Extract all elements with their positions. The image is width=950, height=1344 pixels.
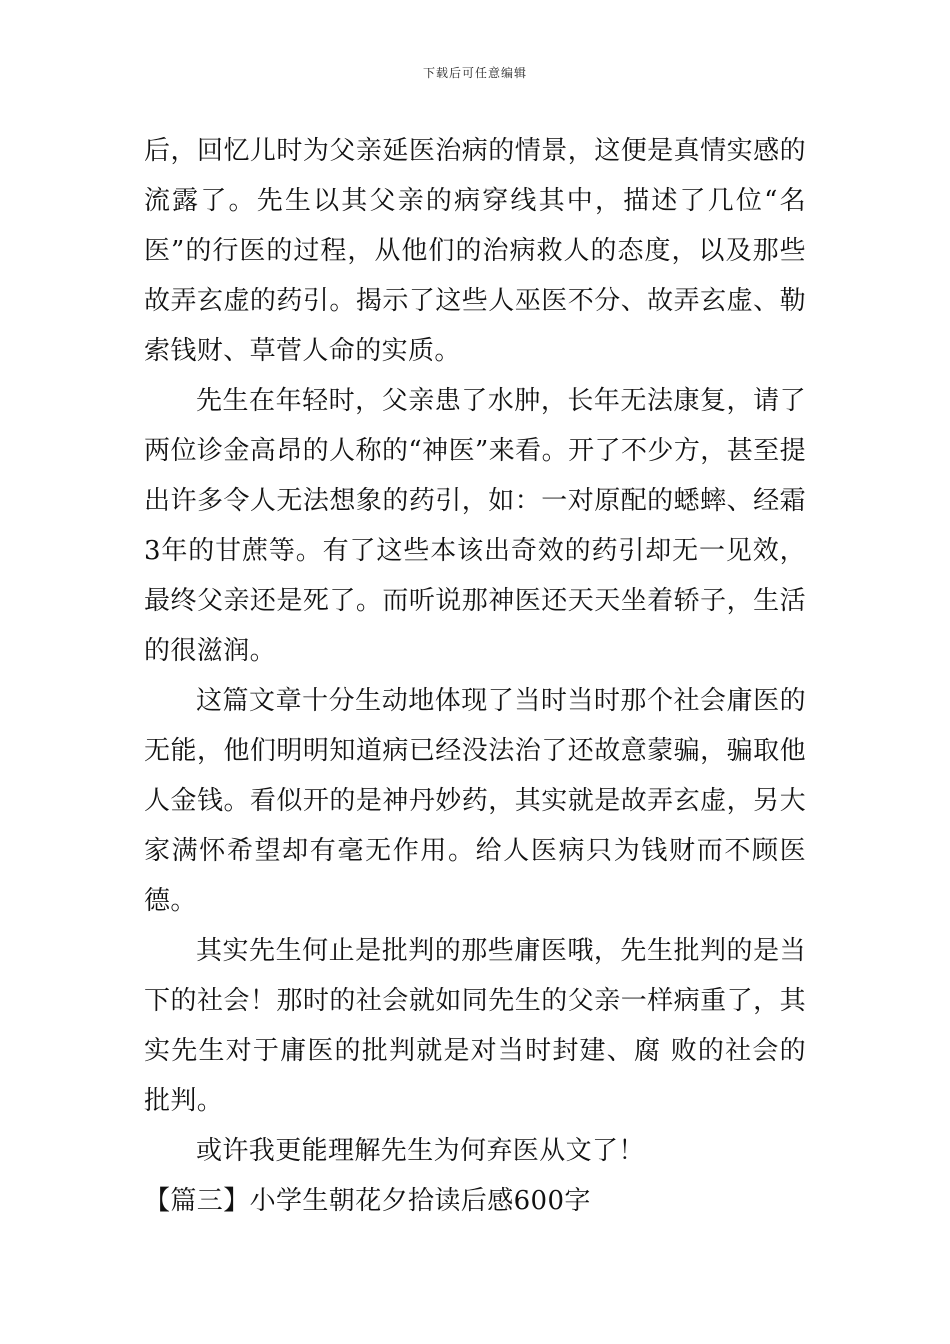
paragraph-3: 这篇文章十分生动地体现了当时当时那个社会庸医的无能，他们明明知道病已经没法治了还故意蒙骗，骗取他人金钱。看似开的是神丹妙药，其实就是故弄玄虚，另大家满怀希望却有毫无作用。给人医病只为钱财而不顾医德。 <box>144 686 806 916</box>
header-note: 下载后可任意编辑 <box>422 66 527 80</box>
paragraph-5: 或许我更能理解先生为何弃医从文了！ <box>196 1136 645 1166</box>
paragraph-2: 先生在年轻时，父亲患了水肿，长年无法康复，请了两位诊金高昂的人称的“神医”来看。开了不少方，甚至提出许多令人无法想象的药引，如：一对原配的蟋蟀、经霜3年的甘蔗等。有了这些本该出奇效的药引却无一见效，最终父亲还是死了。而听说那神医还天天坐着轿子，生活的很滋润。 <box>144 386 806 666</box>
paragraph-4: 其实先生何止是批判的那些庸医哦，先生批判的是当下的社会！那时的社会就如同先生的父亲一样病重了，其实先生对于庸医的批判就是对当时封建、腐 败的社会的批判。 <box>144 936 806 1116</box>
document-body <box>144 126 806 1226</box>
section-title: 【篇三】小学生朝花夕拾读后感600字 <box>144 1186 591 1216</box>
paragraph-1: 后，回忆儿时为父亲延医治病的情景，这便是真情实感的流露了。先生以其父亲的病穿线其中，描述了几位“名医”的行医的过程，从他们的治病救人的态度，以及那些故弄玄虚的药引。揭示了这些人巫医不分、故弄玄虚、勒索钱财、草菅人命的实质。 <box>144 136 806 366</box>
